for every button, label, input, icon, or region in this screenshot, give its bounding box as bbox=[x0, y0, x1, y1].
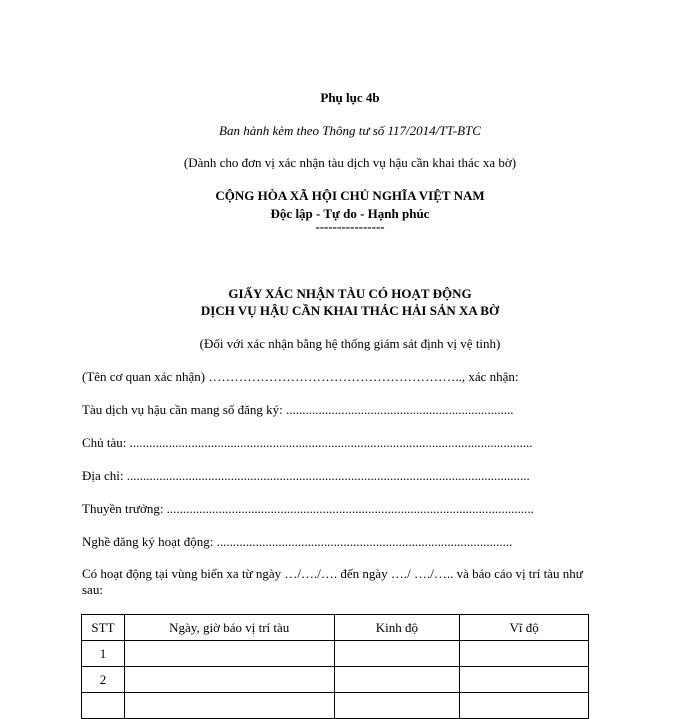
row-longitude bbox=[334, 667, 460, 693]
position-report-table bbox=[81, 614, 589, 719]
row-latitude bbox=[460, 641, 589, 667]
owner-field: Chủ tàu: ............................................................................................................................ bbox=[82, 435, 533, 450]
header-latitude: Vĩ độ bbox=[460, 615, 589, 641]
activity-period-line1: Có hoạt động tại vùng biển xa từ ngày …/…./…. đến ngày …./ …./….. và báo cáo vị trí tàu như bbox=[82, 566, 583, 581]
row-datetime bbox=[124, 641, 334, 667]
row-datetime bbox=[124, 667, 334, 693]
table-header-row bbox=[82, 615, 589, 641]
row-longitude bbox=[334, 693, 460, 719]
agency-field: (Tên cơ quan xác nhận) ………………………………………………….., xác nhận: bbox=[82, 369, 519, 384]
captain-field: Thuyền trưởng: ................................................................................................................. bbox=[82, 501, 534, 516]
national-motto: Độc lập - Tự do - Hạnh phúc bbox=[270, 206, 430, 221]
document-title-line2: DỊCH VỤ HẬU CẦN KHAI THÁC HẢI SẢN XA BỜ bbox=[200, 303, 500, 318]
for-unit-text: (Dành cho đơn vị xác nhận tàu dịch vụ hậu cần khai thác xa bờ) bbox=[183, 155, 517, 170]
row-datetime bbox=[124, 693, 334, 719]
row-stt: 2 bbox=[82, 667, 125, 693]
document-subtitle: (Đối với xác nhận bằng hệ thống giám sát định vị vệ tinh) bbox=[199, 336, 501, 351]
row-latitude bbox=[460, 693, 589, 719]
activity-period-line2: sau: bbox=[82, 582, 103, 597]
address-field: Địa chỉ: ............................................................................................................................ bbox=[82, 468, 530, 483]
vessel-registration-field: Tàu dịch vụ hậu cần mang số đăng ký: ...................................................................... bbox=[82, 402, 514, 417]
header-longitude: Kinh độ bbox=[334, 615, 460, 641]
row-latitude bbox=[460, 667, 589, 693]
header-datetime: Ngày, giờ báo vị trí tàu bbox=[124, 615, 334, 641]
registered-trade-field: Nghề đăng ký hoạt động: ........................................................................................... bbox=[82, 534, 513, 549]
issued-with-text: Ban hành kèm theo Thông tư số 117/2014/TT-BTC bbox=[219, 123, 481, 138]
header-stt: STT bbox=[82, 615, 125, 641]
document-title-line1: GIẤY XÁC NHẬN TÀU CÓ HOẠT ĐỘNG bbox=[228, 286, 472, 301]
table-row bbox=[82, 693, 589, 719]
national-name: CỘNG HÒA XÃ HỘI CHỦ NGHĨA VIỆT NAM bbox=[215, 188, 485, 203]
row-stt: 1 bbox=[82, 641, 125, 667]
row-longitude bbox=[334, 641, 460, 667]
appendix-title: Phụ lục 4b bbox=[320, 90, 380, 105]
motto-divider: ---------------- bbox=[315, 219, 385, 234]
table-row bbox=[82, 667, 589, 693]
row-stt bbox=[82, 693, 125, 719]
table-row bbox=[82, 641, 589, 667]
